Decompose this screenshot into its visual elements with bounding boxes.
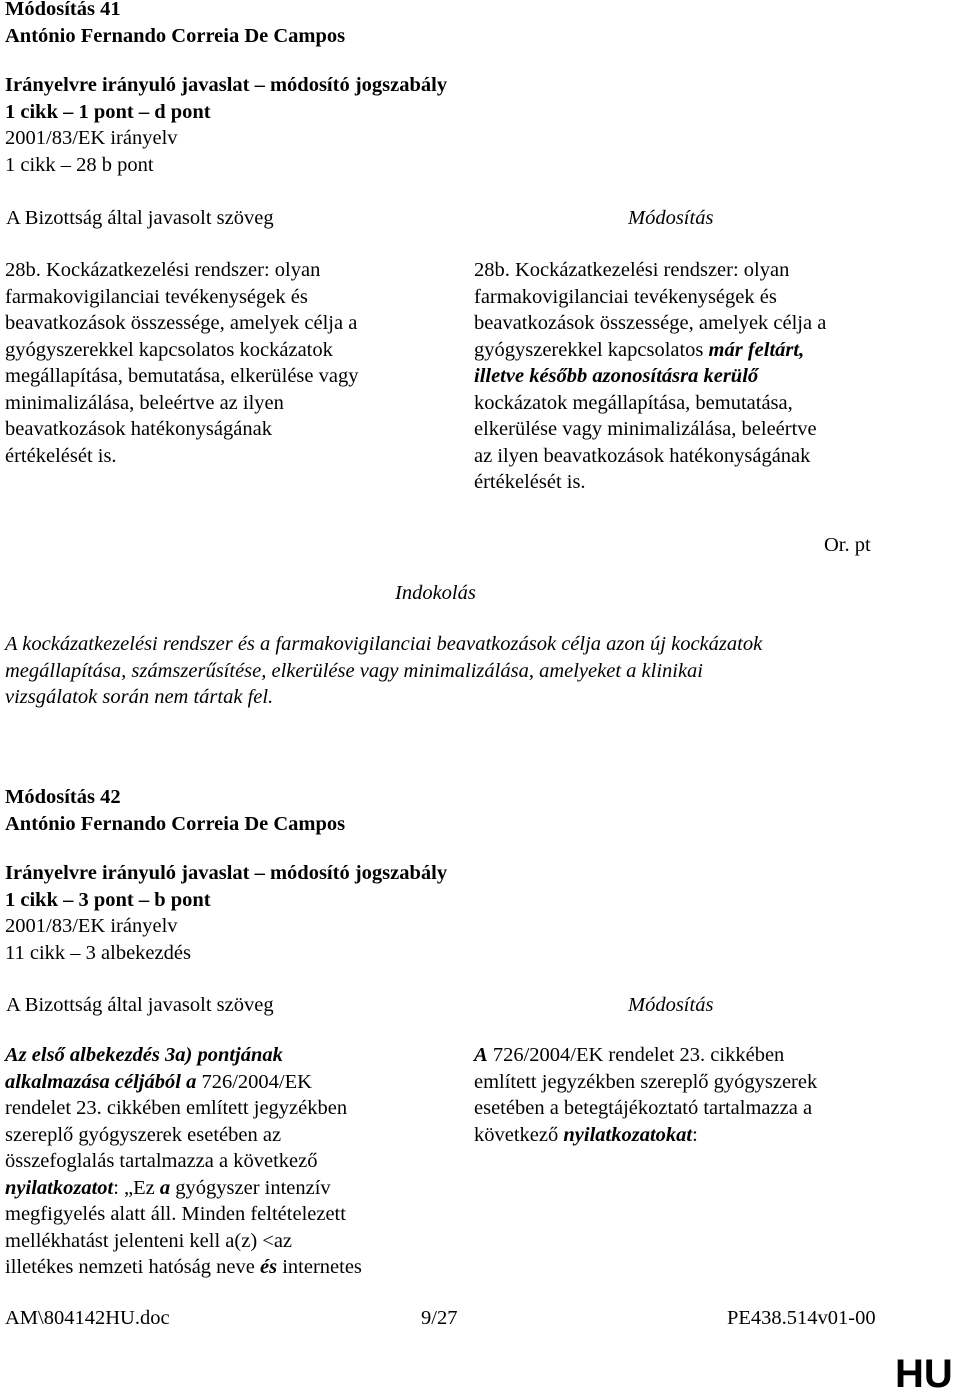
text-line: szereplő gyógyszerek esetében az [5, 1123, 282, 1146]
amendment-41-header [5, 0, 345, 49]
text-line [474, 1122, 914, 1149]
proposal-line: Irányelvre irányuló javaslat – módosító jogszabály [5, 74, 448, 96]
text-segment: gyógyszerekkel kapcsolatos [474, 338, 709, 361]
amended-text-41 [474, 257, 914, 496]
text-line: farmakovigilanciai tevékenységek és [474, 285, 777, 308]
text-line: vizsgálatok során nem tártak fel. [5, 686, 274, 708]
text-segment: internetes [277, 1256, 362, 1278]
text-line [474, 337, 914, 364]
inserted-text: illetve később azonosításra kerülő [474, 365, 759, 387]
text-line [5, 1175, 435, 1202]
amendment-author: António Fernando Correia De Campos [5, 812, 346, 835]
text-line: beavatkozások hatékonyságának [5, 418, 272, 440]
text-line: elkerülése vagy minimalizálása, beleértve [474, 418, 817, 440]
inserted-text: már feltárt, [708, 338, 805, 361]
text-segment: : [692, 1123, 698, 1146]
deleted-text: alkalmazása céljából a [5, 1070, 197, 1093]
text-line [5, 1069, 435, 1096]
text-line: megfigyelés alatt áll. Minden feltételezett [5, 1203, 346, 1225]
commission-text-heading: A Bizottság által javasolt szöveg [6, 207, 274, 229]
footer-reference: PE438.514v01-00 [727, 1307, 876, 1329]
footer-doc-id: AM\804142HU.doc [5, 1307, 170, 1329]
article-line: 1 cikk – 28 b pont [5, 153, 154, 176]
text-line: értékelését is. [474, 471, 586, 493]
text-segment: 726/2004/EK [196, 1070, 312, 1093]
directive-line: 2001/83/EK irányelv [5, 915, 178, 937]
amended-text-42 [474, 1042, 914, 1148]
article-reference: 1 cikk – 1 pont – d pont [5, 100, 211, 123]
language-code: HU [895, 1352, 953, 1396]
commission-text-41 [5, 257, 435, 469]
amendment-heading: Módosítás [628, 207, 714, 229]
deleted-text: Az első albekezdés 3a) pontjának [5, 1044, 283, 1066]
inserted-text: nyilatkozatokat [563, 1123, 693, 1146]
directive-line: 2001/83/EK irányelv [5, 127, 178, 149]
text-line: említett jegyzékben szereplő gyógyszerek [474, 1070, 818, 1093]
text-line: megállapítása, számszerűsítése, elkerülése vagy minimalizálása, amelyeket a klinikai [5, 659, 704, 682]
text-segment: 726/2004/EK rendelet 23. cikkében [487, 1044, 785, 1066]
amendment-author: António Fernando Correia De Campos [5, 24, 346, 47]
amendment-41-reference [5, 72, 447, 178]
text-segment: következő [474, 1123, 564, 1146]
amendment-heading: Módosítás [628, 994, 714, 1016]
deleted-text: a [159, 1176, 171, 1199]
text-line: farmakovigilanciai tevékenységek és [5, 285, 308, 308]
text-line: A kockázatkezelési rendszer és a farmakovigilanciai beavatkozások célja azon új kockázatok [5, 633, 763, 655]
commission-text-heading: A Bizottság által javasolt szöveg [6, 994, 274, 1016]
text-line: értékelését is. [5, 444, 117, 467]
original-language: Or. pt [824, 534, 871, 556]
commission-text-42 [5, 1042, 435, 1281]
text-line: beavatkozások összessége, amelyek célja a [5, 312, 358, 334]
text-segment: illetékes nemzeti hatóság neve [5, 1256, 261, 1278]
text-line: összefoglalás tartalmazza a következő [5, 1150, 318, 1172]
amendment-42-header [5, 784, 345, 837]
justification-heading: Indokolás [395, 582, 476, 604]
deleted-text: és [260, 1256, 278, 1278]
text-segment: : „Ez [113, 1176, 160, 1199]
justification-text [5, 631, 762, 711]
text-line: minimalizálása, beleértve az ilyen [5, 391, 284, 414]
amendment-title: Módosítás 41 [5, 0, 121, 20]
text-line: kockázatok megállapítása, bemutatása, [474, 391, 793, 414]
text-line [474, 1042, 914, 1069]
text-line: esetében a betegtájékoztató tartalmazza a [474, 1097, 813, 1119]
proposal-line: Irányelvre irányuló javaslat – módosító jogszabály [5, 862, 448, 884]
footer-page-number: 9/27 [421, 1307, 458, 1329]
text-line: megállapítása, bemutatása, elkerülése vagy [5, 365, 359, 387]
text-line: gyógyszerekkel kapcsolatos kockázatok [5, 338, 333, 361]
amendment-42-reference [5, 860, 447, 966]
text-line: 28b. Kockázatkezelési rendszer: olyan [474, 259, 790, 281]
article-reference: 1 cikk – 3 pont – b pont [5, 888, 211, 911]
deleted-text: nyilatkozatot [5, 1176, 114, 1199]
text-line: mellékhatást jelenteni kell a(z) <az [5, 1229, 293, 1252]
text-line: beavatkozások összessége, amelyek célja a [474, 312, 827, 334]
amendment-title: Módosítás 42 [5, 786, 121, 808]
inserted-text: A [474, 1044, 488, 1066]
text-line [5, 1254, 435, 1281]
text-line: rendelet 23. cikkében említett jegyzékben [5, 1097, 348, 1119]
text-line: az ilyen beavatkozások hatékonyságának [474, 444, 811, 467]
text-segment: gyógyszer intenzív [170, 1176, 331, 1199]
text-line: 28b. Kockázatkezelési rendszer: olyan [5, 259, 321, 281]
article-line: 11 cikk – 3 albekezdés [5, 941, 191, 964]
